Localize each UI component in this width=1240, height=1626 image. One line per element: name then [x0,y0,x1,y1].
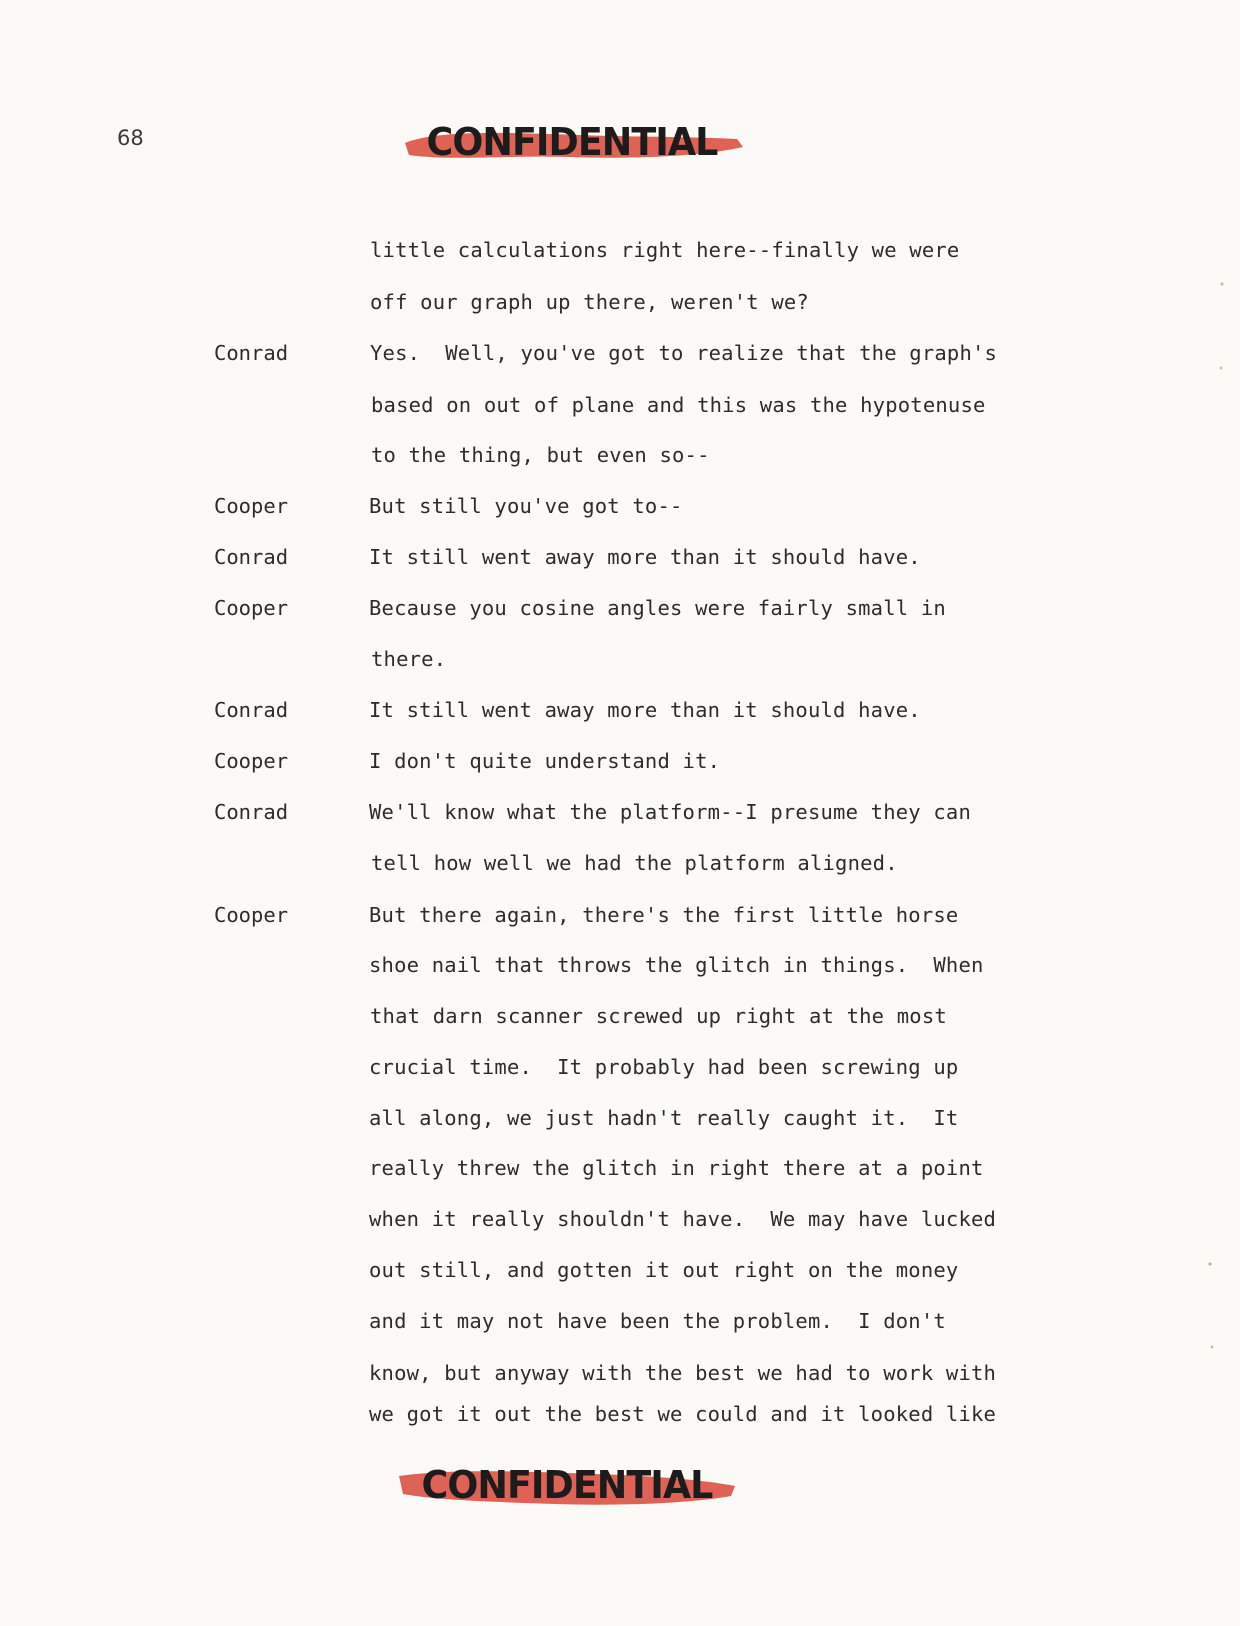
transcript-line: really threw the glitch in right there at a point [369,1156,984,1180]
transcript-line: It still went away more than it should have. [369,698,921,722]
transcript-line: But still you've got to-- [369,494,683,518]
speaker-label: Conrad [214,545,289,569]
transcript-line: Yes. Well, you've got to realize that the graph's [370,341,998,365]
speaker-label: Conrad [214,800,289,824]
transcript-line: we got it out the best we could and it looked like [369,1402,997,1426]
page-number: 68 [117,126,144,150]
transcript-line: But there again, there's the first little horse [369,903,959,927]
transcript-line: that darn scanner screwed up right at the most [370,1004,947,1028]
transcript-line: off our graph up there, weren't we? [370,290,809,314]
transcript-line: and it may not have been the problem. I don't [369,1309,946,1333]
speaker-label: Cooper [214,494,289,518]
transcript-line: all along, we just hadn't really caught it. It [369,1106,959,1130]
transcript-line: Because you cosine angles were fairly small in [369,596,946,620]
transcript-line: It still went away more than it should have. [369,545,921,569]
transcript-line: to the thing, but even so-- [371,443,710,467]
speaker-label: Conrad [214,341,289,365]
transcript-line: when it really shouldn't have. We may have lucked [369,1207,997,1231]
transcript-line: there. [371,647,447,671]
transcript-line: shoe nail that throws the glitch in things. When [369,953,984,977]
speaker-label: Conrad [214,698,289,722]
transcript-line: crucial time. It probably had been screwing up [369,1055,959,1079]
speaker-label: Cooper [214,749,289,773]
transcript-line: We'll know what the platform--I presume they can [369,800,972,824]
confidential-stamp-bottom [395,1460,739,1510]
classification-label-bottom: CONFIDENTIAL [421,1463,713,1507]
transcript-line: know, but anyway with the best we had to work with [369,1361,997,1385]
transcript-line: out still, and gotten it out right on the money [369,1258,959,1282]
speaker-label: Cooper [214,596,289,620]
speaker-label: Cooper [214,903,289,927]
confidential-stamp-top [399,117,745,167]
classification-label-top: CONFIDENTIAL [426,120,718,164]
transcript-line: I don't quite understand it. [369,749,721,773]
transcript-line: little calculations right here--finally we were [370,238,960,262]
transcript-line: tell how well we had the platform aligned. [371,851,898,875]
transcript-line: based on out of plane and this was the hypotenuse [371,393,986,417]
